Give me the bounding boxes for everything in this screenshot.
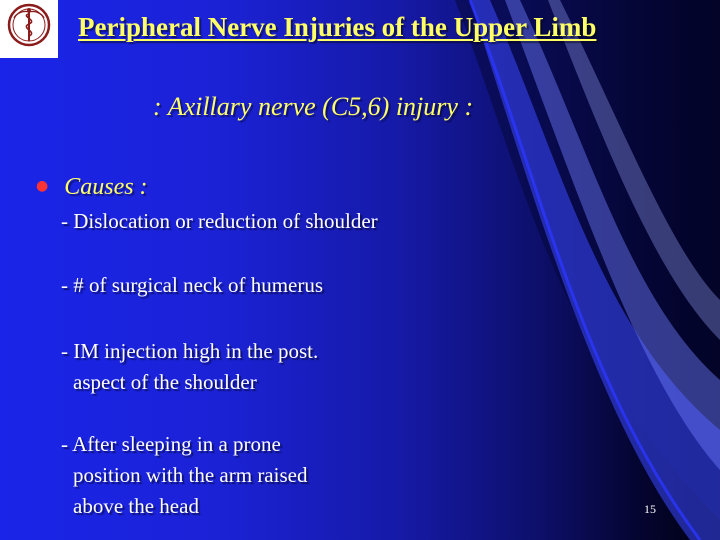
caduceus-emblem-icon bbox=[0, 0, 58, 58]
cause-line: position with the arm raised bbox=[73, 463, 308, 487]
bullet-dot-icon: ● bbox=[36, 178, 49, 194]
cause-line: - After sleeping in a prone bbox=[61, 432, 281, 456]
causes-label: Causes : bbox=[64, 174, 148, 200]
cause-line: - # of surgical neck of humerus bbox=[61, 273, 324, 297]
slide-subtitle: : Axillary nerve (C5,6) injury : bbox=[153, 92, 474, 121]
cause-line: - Dislocation or reduction of shoulder bbox=[61, 209, 378, 233]
causes-heading bbox=[36, 174, 148, 201]
cause-line: aspect of the shoulder bbox=[73, 370, 257, 394]
cause-line: - IM injection high in the post. bbox=[61, 339, 319, 363]
page-number: 15 bbox=[644, 502, 656, 516]
cause-line: above the head bbox=[73, 494, 199, 518]
cause-item-dislocation bbox=[61, 206, 378, 237]
cause-item-humerus-fracture bbox=[61, 270, 323, 301]
slide-title: Peripheral Nerve Injuries of the Upper Limb bbox=[78, 12, 597, 42]
cause-item-im-injection bbox=[61, 336, 318, 398]
logo bbox=[0, 0, 58, 58]
cause-item-prone-sleeping bbox=[61, 429, 307, 522]
